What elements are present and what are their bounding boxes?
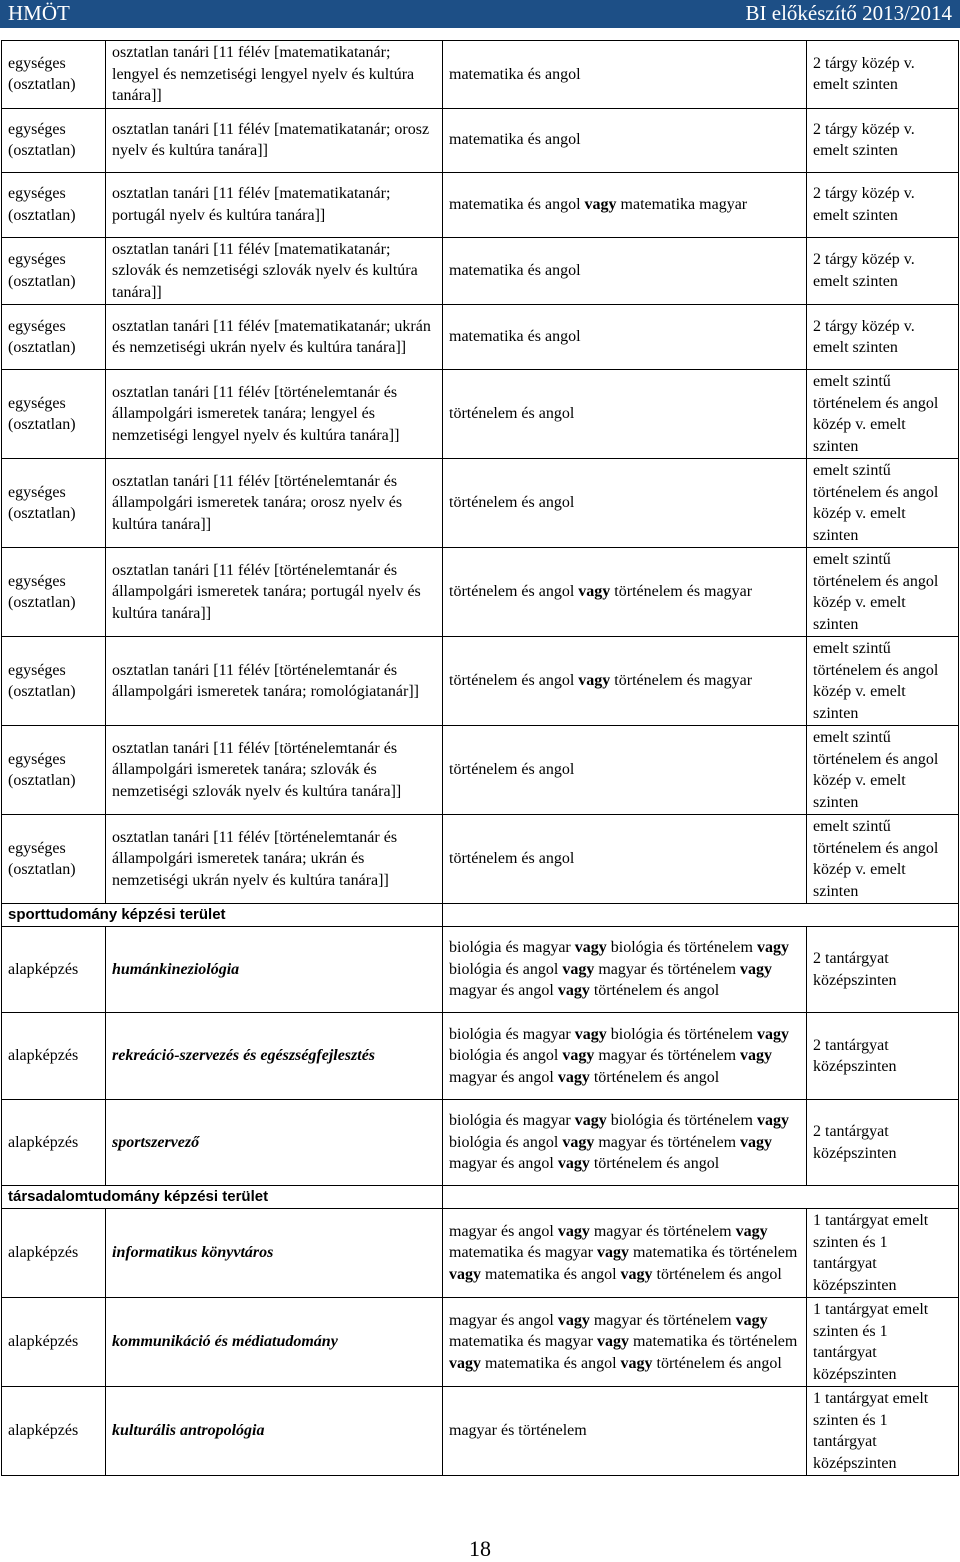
subject-text: matematika és magyar — [449, 1333, 597, 1351]
subjects-cell — [443, 237, 807, 305]
subjects-cell — [443, 41, 807, 109]
subject-text: matematika és angol — [449, 262, 581, 279]
program-name: humánkineziológia — [112, 960, 240, 978]
subjects-cell — [443, 637, 807, 726]
or-keyword: vagy — [756, 1112, 789, 1130]
subject-text: matematika és történelem — [628, 1333, 798, 1351]
subjects-cell — [443, 1100, 807, 1186]
subject-text: matematika magyar — [616, 195, 748, 213]
subject-text: történelem és angol — [589, 1155, 720, 1173]
or-keyword: vagy — [574, 1112, 607, 1130]
level-requirement-cell: 2 tantárgyat középszinten — [807, 1100, 959, 1186]
program-cell — [106, 172, 443, 237]
table-row — [2, 1209, 959, 1298]
page-header — [0, 0, 960, 28]
level-requirement-cell: emelt szintű történelem és angol közép v. emelt szinten — [807, 815, 959, 904]
program-cell — [106, 41, 443, 109]
or-keyword: vagy — [620, 1354, 653, 1372]
subject-text: magyar és történelem — [589, 1311, 736, 1329]
table-row — [2, 815, 959, 904]
level-requirement-cell: 2 tantárgyat középszinten — [807, 927, 959, 1013]
program-cell — [106, 1209, 443, 1298]
level-cell: egységes (osztatlan) — [2, 41, 106, 109]
subject-text: történelem és angol — [449, 761, 575, 779]
subject-text: matematika és angol — [449, 65, 581, 83]
subject-text: történelem és magyar — [610, 583, 753, 601]
or-keyword: vagy — [562, 960, 595, 978]
level-requirement-cell: 1 tantárgyat emelt szinten és 1 tantárgyat középszinten — [807, 1387, 959, 1476]
subject-text: biológia és történelem — [606, 939, 757, 957]
program-name: osztatlan tanári [11 félév [történelemtanár és állampolgári ismeretek tanára; portugál nyelv és kultúra tanára]] — [112, 561, 421, 622]
or-keyword: vagy — [562, 1133, 595, 1151]
subject-text: történelem és angol — [449, 405, 575, 423]
page-number: 18 — [469, 1536, 491, 1561]
or-keyword: vagy — [557, 1222, 590, 1240]
subjects-cell — [443, 1209, 807, 1298]
or-keyword: vagy — [740, 1047, 773, 1065]
subject-text: magyar és angol — [449, 1068, 558, 1086]
subject-text: történelem és angol — [449, 583, 579, 601]
level-cell: egységes (osztatlan) — [2, 815, 106, 904]
level-cell: egységes (osztatlan) — [2, 108, 106, 172]
subject-text: biológia és magyar — [449, 1025, 575, 1043]
header-left-title: HMÖT — [8, 1, 70, 25]
program-cell — [106, 726, 443, 815]
section-row — [2, 904, 959, 927]
table-row — [2, 108, 959, 172]
subjects-cell — [443, 1298, 807, 1387]
subject-text: biológia és angol — [449, 960, 563, 978]
or-keyword: vagy — [574, 939, 607, 957]
program-name: osztatlan tanári [11 félév [történelemtanár és állampolgári ismeretek tanára; orosz nyelv és kultúra tanára]] — [112, 472, 403, 533]
level-requirement-cell: emelt szintű történelem és angol közép v. emelt szinten — [807, 548, 959, 637]
level-cell: egységes (osztatlan) — [2, 305, 106, 370]
program-cell — [106, 1100, 443, 1186]
program-cell — [106, 305, 443, 370]
table-row — [2, 927, 959, 1013]
level-cell: alapképzés — [2, 1100, 106, 1186]
subjects-cell — [443, 172, 807, 237]
or-keyword: vagy — [756, 1025, 789, 1043]
subject-text: magyar és történelem — [594, 1047, 741, 1065]
subject-text: történelem és angol — [652, 1265, 782, 1283]
section-empty-cell — [443, 904, 959, 927]
subject-text: matematika és angol — [449, 328, 581, 346]
or-keyword: vagy — [735, 1311, 768, 1329]
section-heading: sporttudomány képzési terület — [2, 904, 443, 927]
program-cell — [106, 637, 443, 726]
program-cell — [106, 1387, 443, 1476]
subject-text: magyar és történelem — [449, 1422, 587, 1440]
subjects-cell — [443, 459, 807, 548]
level-requirement-cell: emelt szintű történelem és angol közép v. emelt szinten — [807, 370, 959, 459]
subjects-cell — [443, 1387, 807, 1476]
table-row — [2, 637, 959, 726]
table-row — [2, 237, 959, 305]
or-keyword: vagy — [740, 960, 773, 978]
level-cell: alapképzés — [2, 1298, 106, 1387]
or-keyword: vagy — [578, 583, 611, 601]
section-heading: társadalomtudomány képzési terület — [2, 1186, 443, 1209]
or-keyword: vagy — [596, 1244, 629, 1262]
program-cell — [106, 548, 443, 637]
program-name: osztatlan tanári [11 félév [matematikatanár; ukrán és nemzetiségi ukrán nyelv és kultúra tanára]] — [112, 317, 431, 356]
subject-text: magyar és angol — [449, 1311, 558, 1329]
subjects-cell — [443, 305, 807, 370]
subject-text: történelem és angol — [589, 1068, 720, 1086]
table-row — [2, 305, 959, 370]
subject-text: magyar és angol — [449, 1222, 558, 1240]
subject-text: biológia és magyar — [449, 1112, 575, 1130]
program-name: osztatlan tanári [11 félév [matematikatanár; orosz nyelv és kultúra tanára]] — [112, 120, 430, 159]
or-keyword: vagy — [562, 1047, 595, 1065]
table-row — [2, 548, 959, 637]
or-keyword: vagy — [740, 1133, 773, 1151]
table-row — [2, 726, 959, 815]
program-cell — [106, 108, 443, 172]
program-name: osztatlan tanári [11 félév [történelemtanár és állampolgári ismeretek tanára; ukrán és nemzetiségi ukrán nyelv és kultúra tanára]] — [112, 828, 398, 889]
program-name: osztatlan tanári [11 félév [matematikatanár; lengyel és nemzetiségi lengyel nyelv és kultúra tanára]] — [112, 44, 415, 104]
program-cell — [106, 815, 443, 904]
or-keyword: vagy — [449, 1354, 481, 1372]
section-row — [2, 1186, 959, 1209]
or-keyword: vagy — [578, 672, 611, 690]
level-cell: egységes (osztatlan) — [2, 548, 106, 637]
level-requirement-cell: emelt szintű történelem és angol közép v. emelt szinten — [807, 726, 959, 815]
program-cell — [106, 459, 443, 548]
subject-text: magyar és angol — [449, 982, 558, 1000]
subjects-cell — [443, 548, 807, 637]
or-keyword: vagy — [620, 1265, 653, 1283]
or-keyword: vagy — [557, 1311, 590, 1329]
program-cell — [106, 1013, 443, 1100]
subject-text: biológia és magyar — [449, 939, 575, 957]
subject-text: történelem és angol — [589, 982, 720, 1000]
or-keyword: vagy — [584, 195, 617, 213]
subject-text: matematika és angol — [449, 131, 581, 149]
table-row — [2, 1100, 959, 1186]
subject-text: történelem és angol — [449, 672, 579, 690]
level-cell: alapképzés — [2, 1387, 106, 1476]
or-keyword: vagy — [756, 939, 789, 957]
level-requirement-cell: 2 tárgy közép v. emelt szinten — [807, 108, 959, 172]
table-row — [2, 41, 959, 109]
program-cell — [106, 927, 443, 1013]
subject-text: biológia és történelem — [606, 1112, 757, 1130]
level-requirement-cell: 2 tárgy közép v. emelt szinten — [807, 172, 959, 237]
section-empty-cell — [443, 1186, 959, 1209]
subject-text: matematika és történelem — [628, 1244, 798, 1262]
subjects-cell — [443, 927, 807, 1013]
subject-text: biológia és angol — [449, 1047, 563, 1065]
subject-text: biológia és angol — [449, 1133, 563, 1151]
or-keyword: vagy — [557, 982, 590, 1000]
program-name: rekreáció-szervezés és egészségfejlesztés — [112, 1047, 376, 1065]
program-name: kommunikáció és médiatudomány — [112, 1333, 338, 1351]
subject-text: matematika és angol — [481, 1354, 621, 1372]
or-keyword: vagy — [557, 1068, 590, 1086]
subject-text: matematika és angol — [481, 1265, 621, 1283]
or-keyword: vagy — [557, 1155, 590, 1173]
level-cell: alapképzés — [2, 1013, 106, 1100]
subject-text: történelem és angol — [449, 850, 575, 868]
subjects-cell — [443, 726, 807, 815]
program-name: kulturális antropológia — [112, 1422, 265, 1440]
program-cell — [106, 1298, 443, 1387]
table-row — [2, 1013, 959, 1100]
level-requirement-cell: emelt szintű történelem és angol közép v. emelt szinten — [807, 637, 959, 726]
level-cell: egységes (osztatlan) — [2, 237, 106, 305]
table-row — [2, 1298, 959, 1387]
subjects-cell — [443, 108, 807, 172]
table-row — [2, 459, 959, 548]
subject-text: magyar és történelem — [589, 1222, 736, 1240]
level-cell: egységes (osztatlan) — [2, 726, 106, 815]
subjects-cell — [443, 370, 807, 459]
level-requirement-cell: emelt szintű történelem és angol közép v. emelt szinten — [807, 459, 959, 548]
admission-table — [1, 40, 959, 1476]
subject-text: biológia és történelem — [606, 1025, 757, 1043]
level-requirement-cell: 2 tantárgyat középszinten — [807, 1013, 959, 1100]
header-right-title: BI előkészítő 2013/2014 — [745, 1, 952, 25]
program-name: osztatlan tanári [11 félév [matematikatanár; szlovák és nemzetiségi szlovák nyelv és kultúra tanára]] — [112, 240, 418, 301]
level-cell: alapképzés — [2, 1209, 106, 1298]
level-cell: egységes (osztatlan) — [2, 172, 106, 237]
level-cell: egységes (osztatlan) — [2, 370, 106, 459]
program-name: osztatlan tanári [11 félév [történelemtanár és állampolgári ismeretek tanára; romológiatanár]] — [112, 661, 419, 700]
program-cell — [106, 237, 443, 305]
program-cell — [106, 370, 443, 459]
table-row — [2, 370, 959, 459]
subject-text: matematika és angol — [449, 195, 585, 213]
subjects-cell — [443, 815, 807, 904]
subject-text: történelem és magyar — [610, 672, 753, 690]
level-requirement-cell: 2 tárgy közép v. emelt szinten — [807, 41, 959, 109]
subjects-cell — [443, 1013, 807, 1100]
level-requirement-cell: 1 tantárgyat emelt szinten és 1 tantárgyat középszinten — [807, 1298, 959, 1387]
program-name: osztatlan tanári [11 félév [történelemtanár és állampolgári ismeretek tanára; szlovák és nemzetiségi szlovák nyelv és kultúra tanára]] — [112, 739, 402, 800]
subject-text: történelem és angol — [449, 494, 575, 512]
subject-text: magyar és történelem — [594, 1133, 741, 1151]
table-row — [2, 1387, 959, 1476]
level-cell: egységes (osztatlan) — [2, 637, 106, 726]
program-name: sportszervező — [112, 1133, 200, 1151]
program-name: informatikus könyvtáros — [112, 1244, 274, 1262]
subject-text: történelem és angol — [652, 1354, 782, 1372]
level-requirement-cell: 2 tárgy közép v. emelt szinten — [807, 305, 959, 370]
subject-text: magyar és angol — [449, 1155, 558, 1173]
level-requirement-cell: 1 tantárgyat emelt szinten és 1 tantárgyat középszinten — [807, 1209, 959, 1298]
or-keyword: vagy — [449, 1265, 481, 1283]
or-keyword: vagy — [596, 1333, 629, 1351]
or-keyword: vagy — [735, 1222, 768, 1240]
level-cell: alapképzés — [2, 927, 106, 1013]
level-cell: egységes (osztatlan) — [2, 459, 106, 548]
or-keyword: vagy — [574, 1025, 607, 1043]
program-name: osztatlan tanári [11 félév [történelemtanár és állampolgári ismeretek tanára; lengyel és nemzetiségi lengyel nyelv és kultúra tanára]] — [112, 383, 400, 444]
subject-text: matematika és magyar — [449, 1244, 597, 1262]
level-requirement-cell: 2 tárgy közép v. emelt szinten — [807, 237, 959, 305]
program-name: osztatlan tanári [11 félév [matematikatanár; portugál nyelv és kultúra tanára]] — [112, 185, 391, 224]
subject-text: magyar és történelem — [594, 960, 741, 978]
table-row — [2, 172, 959, 237]
